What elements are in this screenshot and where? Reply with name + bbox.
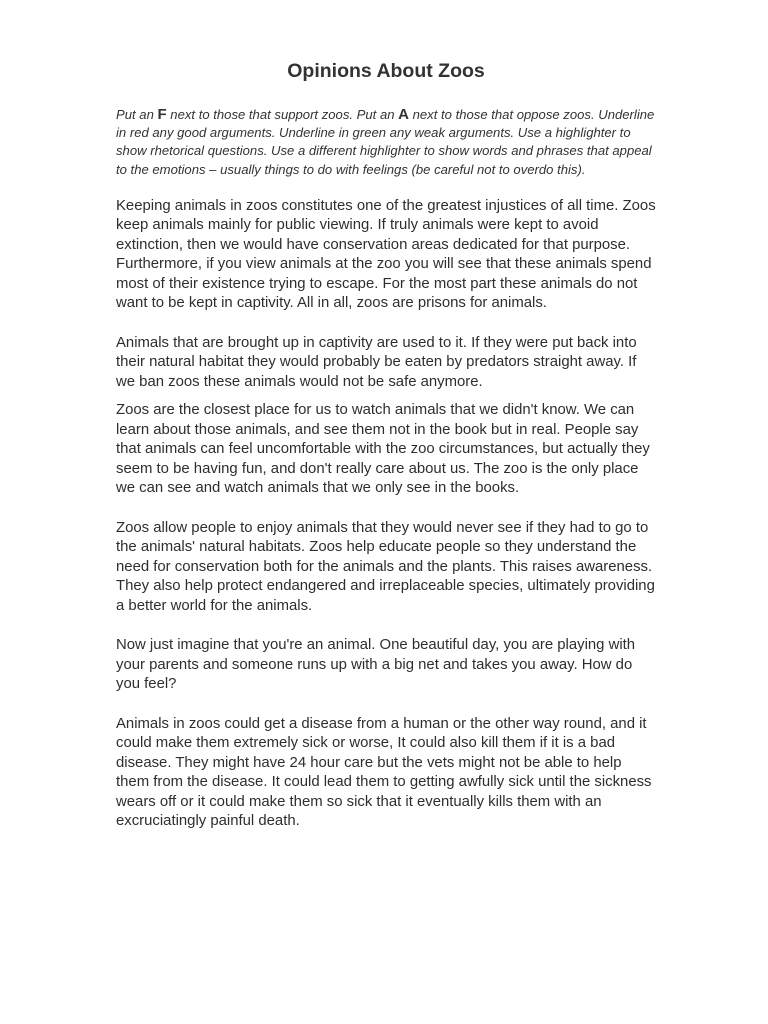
paragraph-5: Now just imagine that you're an animal. One beautiful day, you are playing with your parents and someone runs up with a big net and takes you away. How do you feel? — [116, 637, 636, 693]
paragraph-6: Animals in zoos could get a disease from a human or the other way round, and it could make them extremely sick or worse, It could also kill them if it is a bad disease. They might have 24 hour care but the vets might not be able to help them from the disease. It could lead them to getting awfully sick until the sickness wears off or it could make them so sick that it eventually kills them with an excruciatingly painful death. — [116, 715, 652, 830]
instructions-part-1: Put an — [116, 107, 158, 122]
instructions-part-2: next to those that support zoos. Put an — [166, 107, 399, 122]
paragraph-4: Zoos allow people to enjoy animals that they would never see if they had to go to the animals' natural habitats. Zoos help educate people so they understand the need for conservation both for the animals and the plants. This raises awareness. They also help protect endangered and irreplaceable species, ultimately providing a better world for the animals. — [116, 519, 655, 614]
letter-a: A — [398, 106, 409, 123]
paragraph-2: Animals that are brought up in captivity are used to it. If they were put back into their natural habitat they would probably be eaten by predators straight away. If we ban zoos these animals would not be safe anymore. — [116, 334, 637, 390]
instructions-part-3: next to those that oppose zoos. Underline in red any good arguments. Underline in green any weak arguments. Use a highlighter to show rhetorical questions. Use a different highlighter to show words and phrases that appeal to the emotions – usually things to do with feelings (be careful not to overdo this). — [116, 107, 655, 177]
letter-f: F — [157, 106, 167, 123]
document-title: Opinions About Zoos — [287, 60, 485, 82]
document-page — [116, 56, 656, 832]
paragraph-1: Keeping animals in zoos constitutes one of the greatest injustices of all time. Zoos keep animals mainly for public viewing. If truly animals were kept to avoid extinction, then we would have conservation areas dedicated for that purpose. Furthermore, if you view animals at the zoo you will see that these animals spend most of their existence trying to escape. For the most part these animals do not want to be kept in captivity. All in all, zoos are prisons for animals. — [116, 197, 656, 312]
instructions-text — [116, 106, 656, 179]
paragraph-3: Zoos are the closest place for us to watch animals that we didn't know. We can learn about those animals, and see them not in the book but in real. People say that animals can feel uncomfortable with the zoo circumstances, but actually they seem to be having fun, and don't really care about us. The zoo is the only place we can see and watch animals that we only see in the books. — [116, 402, 650, 497]
